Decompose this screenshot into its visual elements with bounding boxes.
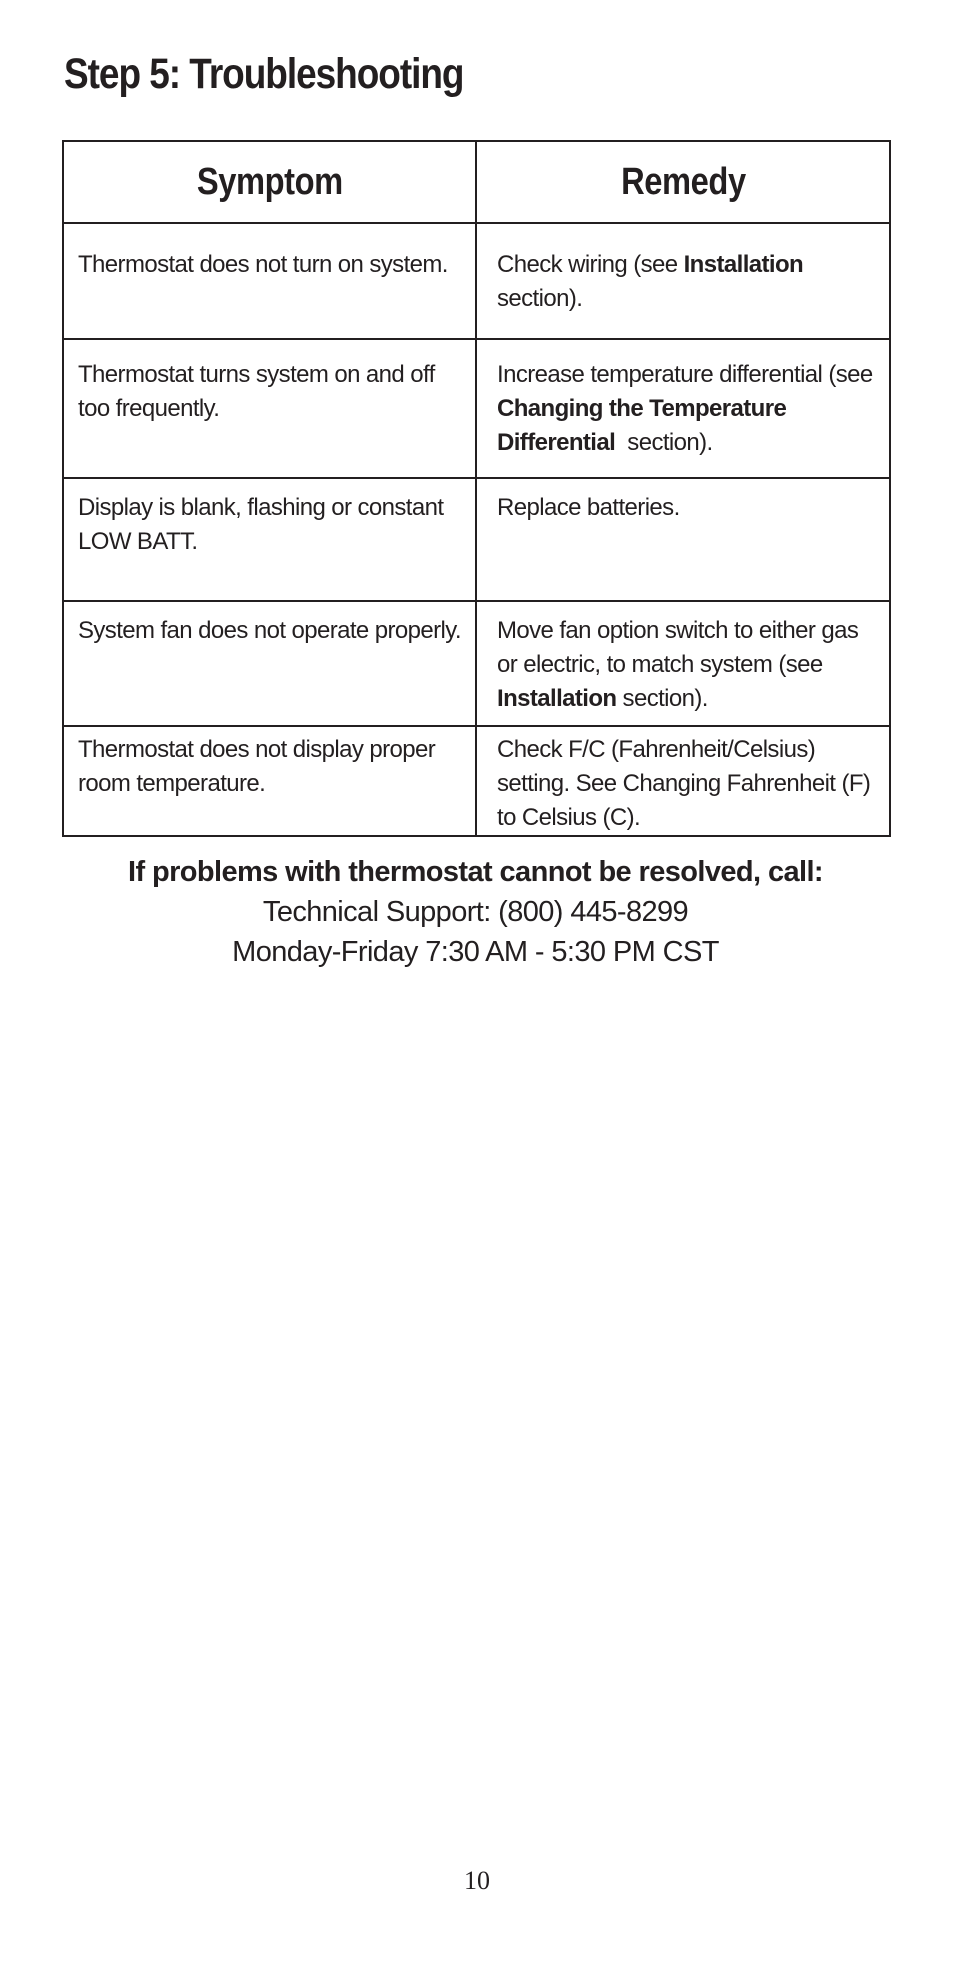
remedy-cell: [476, 478, 890, 601]
table-row: [63, 223, 890, 339]
table-row: [63, 478, 890, 601]
symptom-header-label: Symptom: [196, 160, 343, 203]
symptom-column-header: [63, 141, 476, 223]
symptom-text: Thermostat does not turn on system.: [78, 251, 448, 278]
remedy-cell: [476, 223, 890, 339]
support-info: [62, 852, 889, 972]
symptom-cell: [63, 339, 476, 478]
remedy-text: Increase temperature differential (see Changing the Temperature Differential section).: [497, 361, 873, 456]
symptom-cell: [63, 726, 476, 836]
symptom-text: Thermostat turns system on and off too frequently.: [78, 361, 435, 422]
remedy-header-label: Remedy: [620, 160, 746, 203]
support-phone: Technical Support: (800) 445-8299: [262, 896, 689, 928]
remedy-text: Move fan option switch to either gas or electric, to match system (see Installation section).: [497, 617, 859, 712]
support-heading: If problems with thermostat cannot be resolved, call:: [128, 856, 823, 888]
symptom-text: Display is blank, flashing or constant LOW BATT.: [78, 494, 444, 555]
remedy-cell: [476, 601, 890, 726]
table-row: [63, 601, 890, 726]
troubleshooting-table: [62, 140, 891, 837]
support-hours: Monday-Friday 7:30 AM - 5:30 PM CST: [232, 936, 719, 968]
symptom-cell: [63, 223, 476, 339]
symptom-text: System fan does not operate properly.: [78, 617, 461, 644]
symptom-cell: [63, 601, 476, 726]
table-header-row: [63, 141, 890, 223]
table-row: [63, 726, 890, 836]
page-title: Step 5: Troubleshooting: [64, 50, 464, 98]
remedy-cell: [476, 339, 890, 478]
remedy-text: Check F/C (Fahrenheit/Celsius) setting. See Changing Fahrenheit (F) to Celsius (C).: [497, 736, 871, 831]
symptom-text: Thermostat does not display proper room temperature.: [78, 736, 436, 797]
remedy-text: Replace batteries.: [497, 494, 680, 521]
remedy-column-header: [476, 141, 890, 223]
remedy-text: Check wiring (see Installation section).: [497, 251, 804, 312]
page-number: 10: [464, 1866, 490, 1895]
symptom-cell: [63, 478, 476, 601]
table-row: [63, 339, 890, 478]
remedy-cell: [476, 726, 890, 836]
